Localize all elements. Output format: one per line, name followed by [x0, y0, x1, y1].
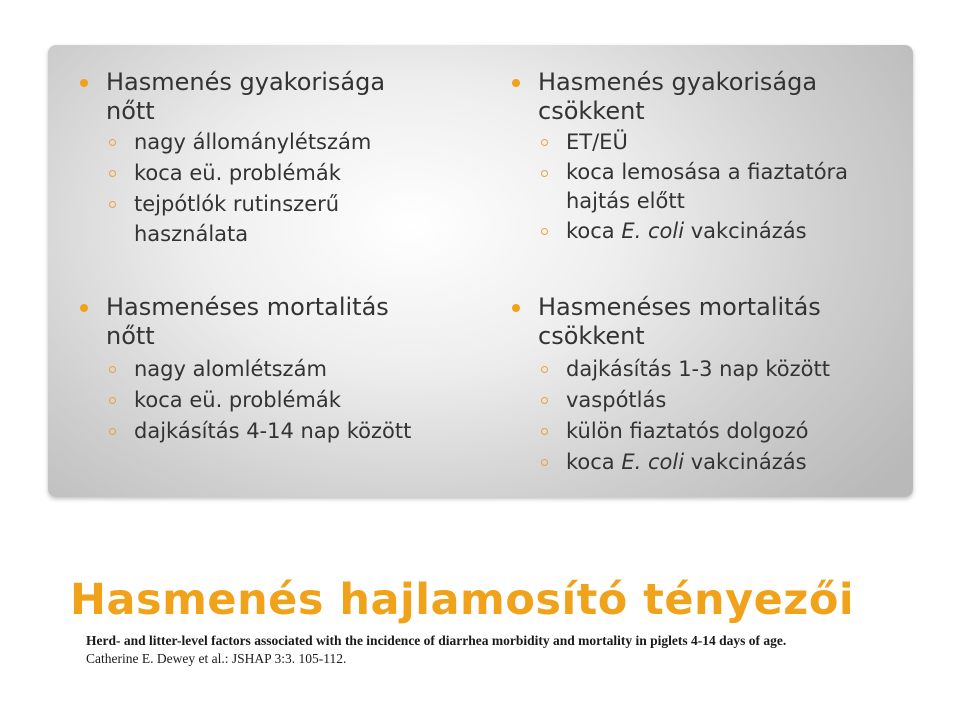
- heading-line: nőtt: [106, 322, 155, 350]
- sub-bullet: [510, 416, 900, 447]
- sub-bullet: [78, 385, 468, 416]
- sub-bullet-text: vaspótlás: [566, 388, 667, 412]
- bullet-heading: [78, 293, 468, 351]
- sub-bullet: [78, 354, 468, 385]
- right-group-mortality: [510, 293, 900, 478]
- heading-line: Hasmenéses mortalitás: [538, 293, 821, 321]
- sub-bullet: [78, 416, 468, 447]
- sub-bullet-text: nagy állománylétszám: [134, 130, 372, 154]
- sub-bullet: [510, 385, 900, 416]
- heading-line: nőtt: [106, 97, 155, 125]
- sub-bullet: [510, 354, 900, 385]
- left-group-frequency: [78, 68, 468, 249]
- sub-bullet-text: hajtás előtt: [566, 189, 685, 213]
- species-name: E. coli: [621, 219, 685, 243]
- slide-title: Hasmenés hajlamosító tényezői: [70, 575, 855, 625]
- sub-bullet: [510, 216, 900, 247]
- sub-bullet-text: külön fiaztatós dolgozó: [566, 419, 809, 443]
- sub-bullet-text: vakcinázás: [684, 450, 807, 474]
- sub-bullet-text: koca eü. problémák: [134, 388, 341, 412]
- sub-bullet-text: használata: [134, 222, 249, 246]
- reference-citation: Catherine E. Dewey et al.: JSHAP 3:3. 105-112.: [86, 651, 347, 666]
- sub-bullet: [510, 158, 900, 216]
- right-group-frequency: [510, 68, 900, 247]
- bullet-heading: [78, 68, 468, 126]
- sub-bullet: [510, 447, 900, 478]
- sub-bullet-text: nagy alomlétszám: [134, 357, 327, 381]
- sub-bullet-text: koca lemosása a fiaztatóra: [566, 160, 849, 184]
- bullet-heading: [510, 68, 900, 126]
- sub-bullet-text: tejpótlók rutinszerű: [134, 192, 340, 216]
- reference-title: Herd- and litter-level factors associated with the incidence of diarrhea morbidity and mortality in piglets 4-14 days of age.: [86, 633, 787, 648]
- sub-bullet-text: koca: [566, 219, 622, 243]
- heading-line: csökkent: [538, 322, 645, 350]
- sub-bullet-text: vakcinázás: [684, 219, 807, 243]
- reference: [86, 632, 786, 668]
- bullet-heading: [510, 293, 900, 351]
- left-group-mortality: [78, 293, 468, 447]
- heading-line: csökkent: [538, 97, 645, 125]
- sub-bullet: [78, 189, 468, 249]
- heading-line: Hasmenéses mortalitás: [106, 293, 389, 321]
- sub-bullet: [510, 127, 900, 158]
- sub-bullet-text: koca: [566, 450, 622, 474]
- heading-line: Hasmenés gyakorisága: [106, 68, 386, 96]
- species-name: E. coli: [621, 450, 685, 474]
- sub-bullet-text: koca eü. problémák: [134, 161, 341, 185]
- sub-bullet-text: dajkásítás 4-14 nap között: [134, 419, 412, 443]
- heading-line: Hasmenés gyakorisága: [538, 68, 818, 96]
- sub-bullet: [78, 158, 468, 189]
- sub-bullet: [78, 127, 468, 158]
- sub-bullet-text: dajkásítás 1-3 nap között: [566, 357, 830, 381]
- sub-bullet-text: ET/EÜ: [566, 130, 628, 154]
